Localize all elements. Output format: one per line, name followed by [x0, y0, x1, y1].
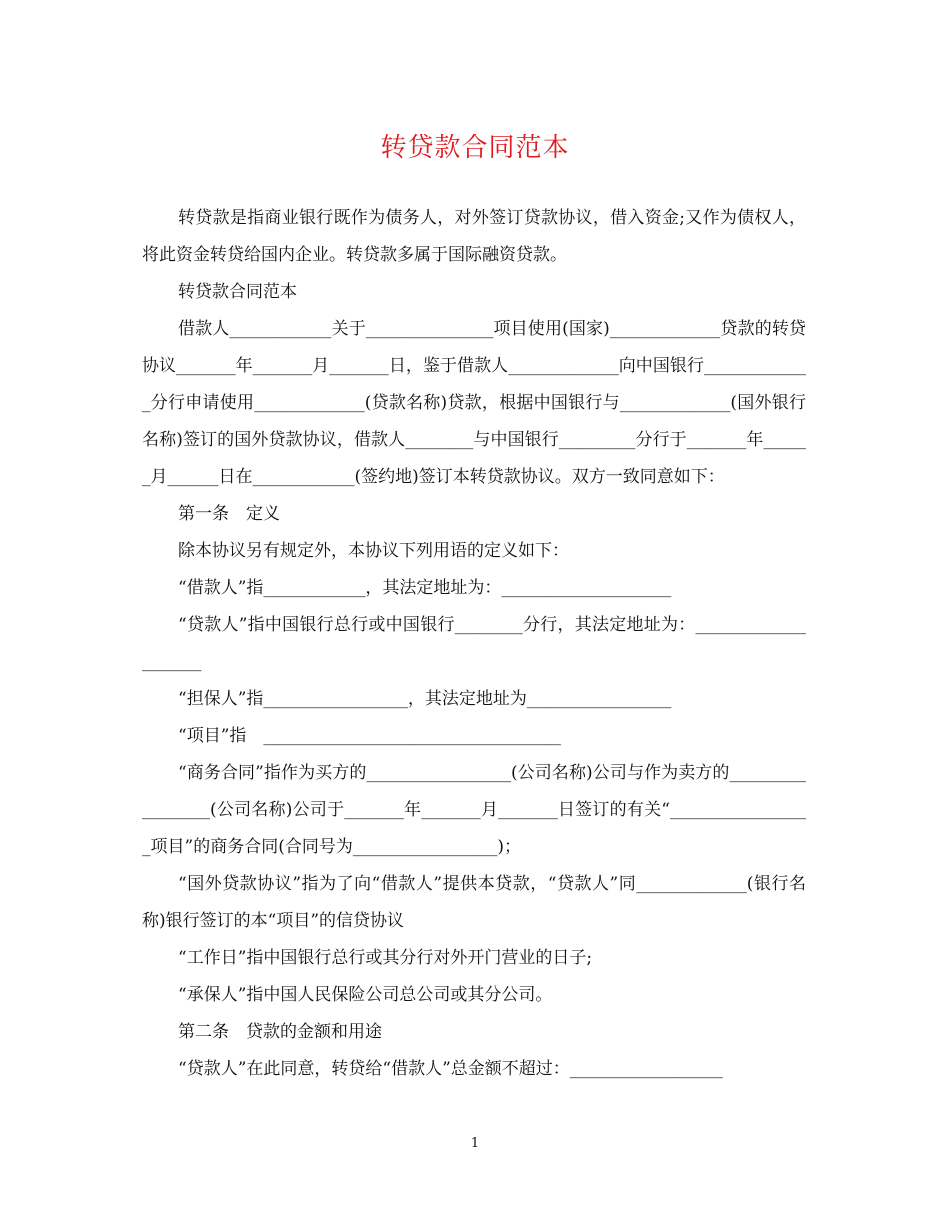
definition-commercial-contract: “商务合同”指作为买方的_________________(公司名称)公司与作为卖方的_________________(公司名称)公司于_______年_______月_______日签订的有关“_________________项目”的商务合同(合同号为_________________)； — [142, 763, 806, 857]
article-2-heading: 第二条 贷款的金额和用途 — [178, 1022, 382, 1042]
definition-lender: “贷款人”指中国银行总行或中国银行________分行，其法定地址为：____________________ — [142, 615, 806, 672]
definition-foreign-loan-agreement: “国外贷款协议”指为了向“借款人”提供本贷款，“贷款人”同_____________(银行名称)银行签订的本“项目”的信贷协议 — [142, 874, 806, 931]
article-1-heading: 第一条 定义 — [178, 504, 280, 524]
definition-borrower: “借款人”指____________，其法定地址为：____________________ — [178, 578, 672, 598]
document-body — [142, 200, 806, 1088]
paragraph-definitions-intro: 除本协议另有规定外，本协议下列用语的定义如下： — [178, 541, 569, 561]
paragraph-loan-amount: “贷款人”在此同意，转贷给“借款人”总金额不超过：__________________ — [178, 1059, 723, 1079]
document-title: 转贷款合同范本 — [380, 133, 570, 163]
definition-project: “项目”指 ___________________________________ — [178, 726, 561, 746]
definition-guarantor: “担保人”指_________________，其法定地址为_________________ — [178, 689, 672, 709]
paragraph-preamble: 借款人____________关于_______________项目使用(国家)_____________贷款的转贷协议_______年_______月_______日，鉴于借款人_____________向中国银行_____________分行申请使用_____________(贷款名称)贷款，根据中国银行与_____________(国外银行名称)签订的国外贷款协议，借款人________与中国银行_________分行于_______年______月______日在____________(签约地)签订本转贷款协议。双方一致同意如下： — [142, 319, 806, 487]
paragraph-intro: 转贷款是指商业银行既作为债务人，对外签订贷款协议，借入资金;又作为债权人，将此资金转贷给国内企业。转贷款多属于国际融资贷款。 — [142, 208, 806, 265]
page-number: 1 — [470, 1136, 480, 1151]
paragraph-subtitle: 转贷款合同范本 — [178, 282, 297, 302]
definition-insurer: “承保人”指中国人民保险公司总公司或其分公司。 — [178, 985, 553, 1005]
definition-business-day: “工作日”指中国银行总行或其分行对外开门营业的日子; — [178, 948, 593, 968]
